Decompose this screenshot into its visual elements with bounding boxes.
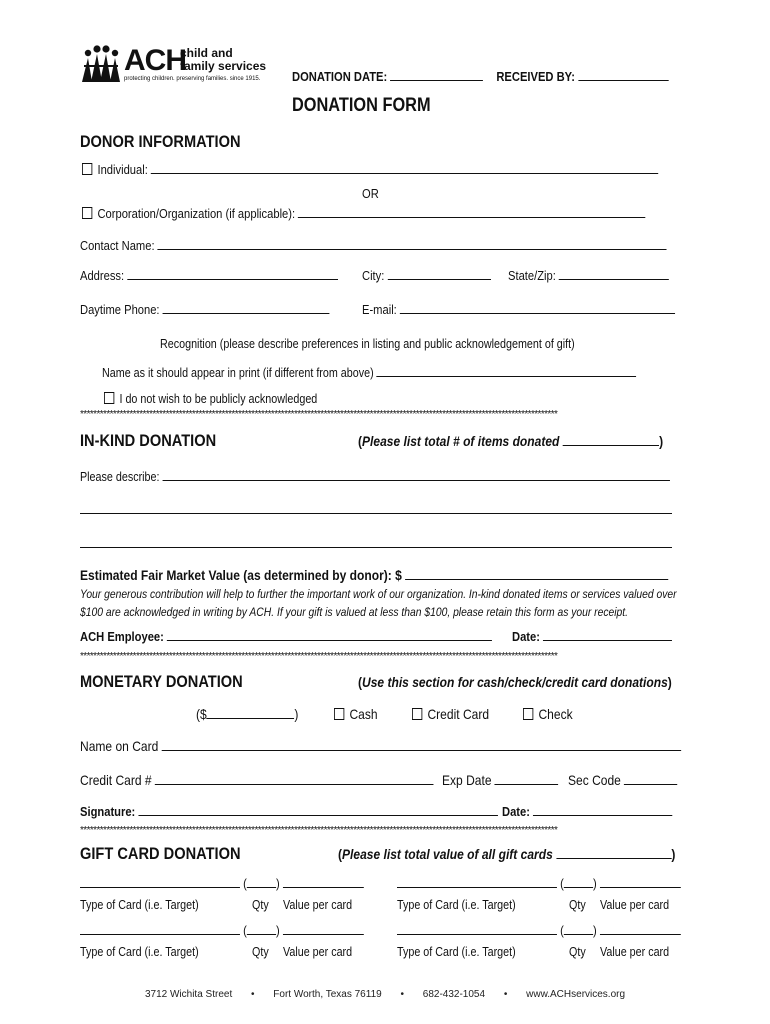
logo-tagline: protecting children. preserving families. since 1915. <box>124 76 261 82</box>
amount-open: ($ <box>196 706 207 722</box>
gift-card-1-type-label: Type of Card (i.e. Target) <box>80 898 199 912</box>
phone-label: Daytime Phone: <box>80 302 160 317</box>
gift-note-text: Please list total value of all gift cards <box>342 846 553 862</box>
footer-website[interactable]: www.ACHservices.org <box>526 989 626 1000</box>
gift-card-4-qty-label: Qty <box>569 945 586 959</box>
contact-name-field[interactable] <box>158 238 667 250</box>
inkind-note-close: ) <box>659 433 664 449</box>
employee-field[interactable] <box>167 629 492 641</box>
donor-info-heading: DONOR INFORMATION <box>80 132 241 151</box>
footer-city: Fort Worth, Texas 76119 <box>273 989 382 1000</box>
inkind-note <box>358 433 663 449</box>
check-label: Check <box>538 706 573 722</box>
gift-card-3-paren-close: ) <box>276 923 280 938</box>
footer-bullet-3: • <box>503 989 508 1000</box>
email-field[interactable] <box>400 302 675 314</box>
gift-card-2-type-label: Type of Card (i.e. Target) <box>397 898 516 912</box>
monetary-note-open: ( <box>358 674 363 690</box>
gift-card-1-paren-close: ) <box>276 876 280 891</box>
contact-row <box>80 238 667 254</box>
footer <box>0 989 770 1001</box>
recognition-text: Recognition (please describe preferences in listing and public acknowledgement of gift) <box>160 337 575 351</box>
donation-date-field[interactable] <box>390 69 483 81</box>
address-label: Address: <box>80 268 125 283</box>
credit-card-option[interactable] <box>412 706 489 722</box>
print-name-label: Name as it should appear in print (if different from above) <box>102 366 374 380</box>
inkind-note-text: Please list total # of items donated <box>362 433 560 449</box>
gift-card-4-qty-field[interactable] <box>564 923 593 935</box>
gift-note-open: ( <box>338 846 343 862</box>
gift-card-4-value-field[interactable] <box>600 923 681 935</box>
email-label: E-mail: <box>362 302 397 317</box>
sec-code-label: Sec Code <box>568 772 621 788</box>
city-row <box>362 268 491 284</box>
credit-card-checkbox[interactable] <box>412 708 422 720</box>
check-checkbox[interactable] <box>523 708 533 720</box>
donation-date-label: DONATION DATE: <box>292 69 388 84</box>
gift-card-2-fields <box>397 876 681 892</box>
gift-card-1-qty-label: Qty <box>252 898 269 912</box>
check-option[interactable] <box>523 706 573 722</box>
exp-date-row <box>442 772 559 788</box>
no-ack-label: I do not wish to be publicly acknowledged <box>119 392 318 406</box>
exp-date-field[interactable] <box>495 773 559 785</box>
inkind-notice-line2: $100 are acknowledged in writing by ACH. If your gift is valued at less than $100, please retain this form as your receipt. <box>80 605 629 619</box>
gift-card-3-value-field[interactable] <box>283 923 364 935</box>
gift-card-4-type-field[interactable] <box>397 923 557 935</box>
no-ack-checkbox[interactable] <box>104 392 114 404</box>
gift-card-4-value-label: Value per card <box>600 945 670 959</box>
gift-card-2-value-field[interactable] <box>600 876 681 888</box>
inkind-notice-line1: Your generous contribution will help to further the important work of our organization. In-kind donated items or services valued over <box>80 587 677 601</box>
gift-card-2-qty-label: Qty <box>569 898 586 912</box>
received-by-label: RECEIVED BY: <box>496 69 576 84</box>
describe-field-line3[interactable] <box>80 547 672 548</box>
gift-card-3-qty-label: Qty <box>252 945 269 959</box>
sec-code-field[interactable] <box>624 773 677 785</box>
gift-card-1-paren-open: ( <box>243 876 247 891</box>
city-field[interactable] <box>387 268 490 280</box>
logo-name-line1: child and <box>180 46 233 60</box>
gift-card-3-type-field[interactable] <box>80 923 240 935</box>
monetary-date-field[interactable] <box>533 804 672 816</box>
gift-heading: GIFT CARD DONATION <box>80 844 241 863</box>
form-title: DONATION FORM <box>292 95 431 116</box>
phone-row <box>80 302 330 318</box>
print-name-field[interactable] <box>377 365 637 377</box>
people-logo-icon <box>80 44 122 84</box>
email-row <box>362 302 675 318</box>
card-number-label: Credit Card # <box>80 772 152 788</box>
gift-card-4-type-label: Type of Card (i.e. Target) <box>397 945 516 959</box>
inkind-date-field[interactable] <box>543 629 672 641</box>
separator-2: ************************************************************************************************************************************************* <box>80 652 558 662</box>
name-on-card-label: Name on Card <box>80 738 159 754</box>
contact-name-label: Contact Name: <box>80 238 155 253</box>
footer-bullet-1: • <box>251 989 255 1000</box>
gift-card-2-value-label: Value per card <box>600 898 670 912</box>
gift-card-3-type-label: Type of Card (i.e. Target) <box>80 945 199 959</box>
received-by-field[interactable] <box>578 69 668 81</box>
fmv-label: Estimated Fair Market Value (as determined by donor): $ <box>80 567 402 583</box>
inkind-date-row <box>512 629 672 645</box>
gift-card-4-fields <box>397 923 681 939</box>
footer-phone: 682-432-1054 <box>422 989 486 1000</box>
monetary-note <box>358 674 672 690</box>
state-zip-label: State/Zip: <box>508 268 556 283</box>
gift-note-close: ) <box>671 846 676 862</box>
inkind-note-open: ( <box>358 433 363 449</box>
fmv-field[interactable] <box>405 568 668 580</box>
separator-3: ************************************************************************************************************************************************* <box>80 826 558 836</box>
corporation-row <box>82 206 646 222</box>
cash-option[interactable] <box>334 706 378 722</box>
corporation-field[interactable] <box>298 206 645 218</box>
state-zip-row <box>508 268 669 284</box>
or-label: OR <box>362 186 379 201</box>
signature-field[interactable] <box>138 804 497 816</box>
amount-close: ) <box>294 706 299 722</box>
gift-card-3-qty-field[interactable] <box>247 923 276 935</box>
describe-row <box>80 469 670 485</box>
gift-card-1-value-field[interactable] <box>283 876 364 888</box>
gift-card-2-qty-field[interactable] <box>564 876 593 888</box>
signature-row <box>80 804 498 820</box>
individual-checkbox[interactable] <box>82 163 92 175</box>
phone-field[interactable] <box>163 302 330 314</box>
inkind-heading: IN-KIND DONATION <box>80 431 217 450</box>
cash-checkbox[interactable] <box>334 708 344 720</box>
exp-date-label: Exp Date <box>442 772 492 788</box>
gift-card-1-type-field[interactable] <box>80 876 240 888</box>
separator-1: ************************************************************************************************************************************************* <box>80 410 558 420</box>
name-on-card-row <box>80 738 681 754</box>
sec-code-row <box>568 772 678 788</box>
address-field[interactable] <box>127 268 338 280</box>
gift-card-2-paren-open: ( <box>560 876 564 891</box>
gift-total-field[interactable] <box>556 847 671 859</box>
inkind-date-label: Date: <box>512 629 540 644</box>
name-on-card-field[interactable] <box>162 739 681 751</box>
monetary-note-text: Use this section for cash/check/credit card donations <box>362 674 668 690</box>
gift-card-3-value-label: Value per card <box>283 945 353 959</box>
describe-field-line2[interactable] <box>80 513 672 514</box>
monetary-date-label: Date: <box>502 804 530 819</box>
gift-card-1-qty-field[interactable] <box>247 876 276 888</box>
individual-label: Individual: <box>97 162 148 177</box>
logo-ach-text: ACH <box>124 44 186 77</box>
monetary-note-close: ) <box>667 674 672 690</box>
signature-label: Signature: <box>80 804 136 819</box>
state-zip-field[interactable] <box>559 268 669 280</box>
credit-card-label: Credit Card <box>427 706 490 722</box>
describe-field-line1[interactable] <box>162 469 669 481</box>
no-ack-row <box>104 391 317 407</box>
gift-card-2-paren-close: ) <box>593 876 597 891</box>
gift-card-4-paren-open: ( <box>560 923 564 938</box>
amount-field[interactable] <box>207 707 295 719</box>
gift-card-1-value-label: Value per card <box>283 898 353 912</box>
fmv-row <box>80 567 668 583</box>
monetary-heading: MONETARY DONATION <box>80 672 243 691</box>
individual-row <box>82 162 658 178</box>
inkind-total-field[interactable] <box>563 434 659 446</box>
card-number-field[interactable] <box>155 773 434 785</box>
logo-name-line2: family services <box>180 59 267 73</box>
employee-label: ACH Employee: <box>80 629 164 644</box>
describe-label: Please describe: <box>80 470 160 484</box>
gift-card-2-type-field[interactable] <box>397 876 557 888</box>
individual-field[interactable] <box>151 162 658 174</box>
gift-card-4-paren-close: ) <box>593 923 597 938</box>
donation-date-row <box>292 69 668 85</box>
gift-card-3-fields <box>80 923 364 939</box>
city-label: City: <box>362 268 385 283</box>
gift-note <box>338 846 675 862</box>
employee-row <box>80 629 492 645</box>
gift-card-3-paren-open: ( <box>243 923 247 938</box>
gift-card-1-labels <box>80 897 199 913</box>
amount-row <box>196 706 298 722</box>
cash-label: Cash <box>349 706 378 722</box>
card-number-row <box>80 772 434 788</box>
corporation-label: Corporation/Organization (if applicable): <box>97 206 296 221</box>
footer-bullet-2: • <box>400 989 404 1000</box>
address-row <box>80 268 338 284</box>
monetary-date-row <box>502 804 672 820</box>
print-name-row <box>102 365 636 381</box>
gift-card-1-fields <box>80 876 364 892</box>
ach-logo <box>80 42 270 88</box>
corporation-checkbox[interactable] <box>82 207 92 219</box>
footer-street: 3712 Wichita Street <box>144 989 233 1000</box>
